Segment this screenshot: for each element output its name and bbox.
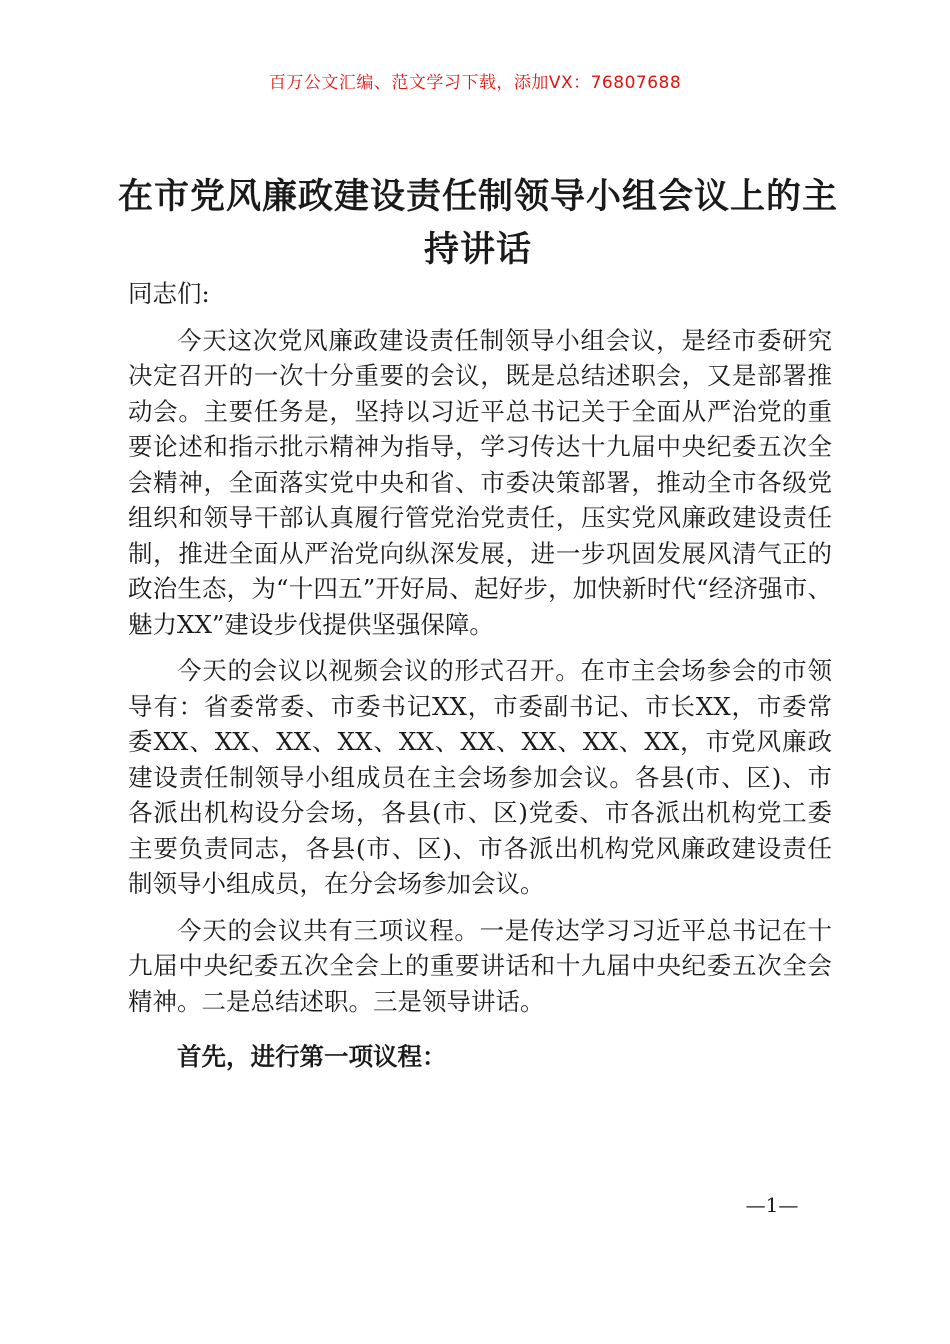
document-title: 在市党风廉政建设责任制领导小组会议上的主持讲话 (118, 176, 839, 270)
paragraph-agenda: 今天的会议共有三项议程。一是传达学习习近平总书记在十九届中央纪委五次全会上的重要讲话和十九届中央纪委五次全会精神。二是总结述职。三是领导讲话。 (128, 915, 832, 1016)
watermark-banner: 百万公文汇编、范文学习下载，添加VX：76807688 (268, 73, 682, 93)
page-number: —1— (745, 1193, 799, 1217)
paragraph-attendees: 今天的会议以视频会议的形式召开。在市主会场参会的市领导有：省委常委、市委书记XX，市委副书记、市长XX，市委常委XX、XX、XX、XX、XX、XX、XX、XX、XX，市党风廉政建设责任制领导小组成员在主会场参加会议。各县(市、区)、市各派出机构设分会场，各县(市、区)党委、市各派出机构党工委主要负责同志，各县(市、区)、市各派出机构党风廉政建设责任制领导小组成员，在分会场参加会议。 (128, 656, 832, 898)
document-body (128, 276, 832, 1075)
agenda-heading: 首先，进行第一项议程： (177, 1042, 447, 1071)
salutation: 同志们: (128, 279, 210, 308)
paragraph-purpose: 今天这次党风廉政建设责任制领导小组会议，是经市委研究决定召开的一次十分重要的会议，既是总结述职会，又是部署推动会。主要任务是，坚持以习近平总书记关于全面从严治党的重要论述和指示批示精神为指导，学习传达十九届中央纪委五次全会精神，全面落实党中央和省、市委决策部署，推动全市各级党组织和领导干部认真履行管党治党责任，压实党风廉政建设责任制，推进全面从严治党向纵深发展，进一步巩固发展风清气正的政治生态，为“十四五”开好局、起好步，加快新时代“经济强市、魅力XX”建设步伐提供坚强保障。 (128, 325, 832, 639)
